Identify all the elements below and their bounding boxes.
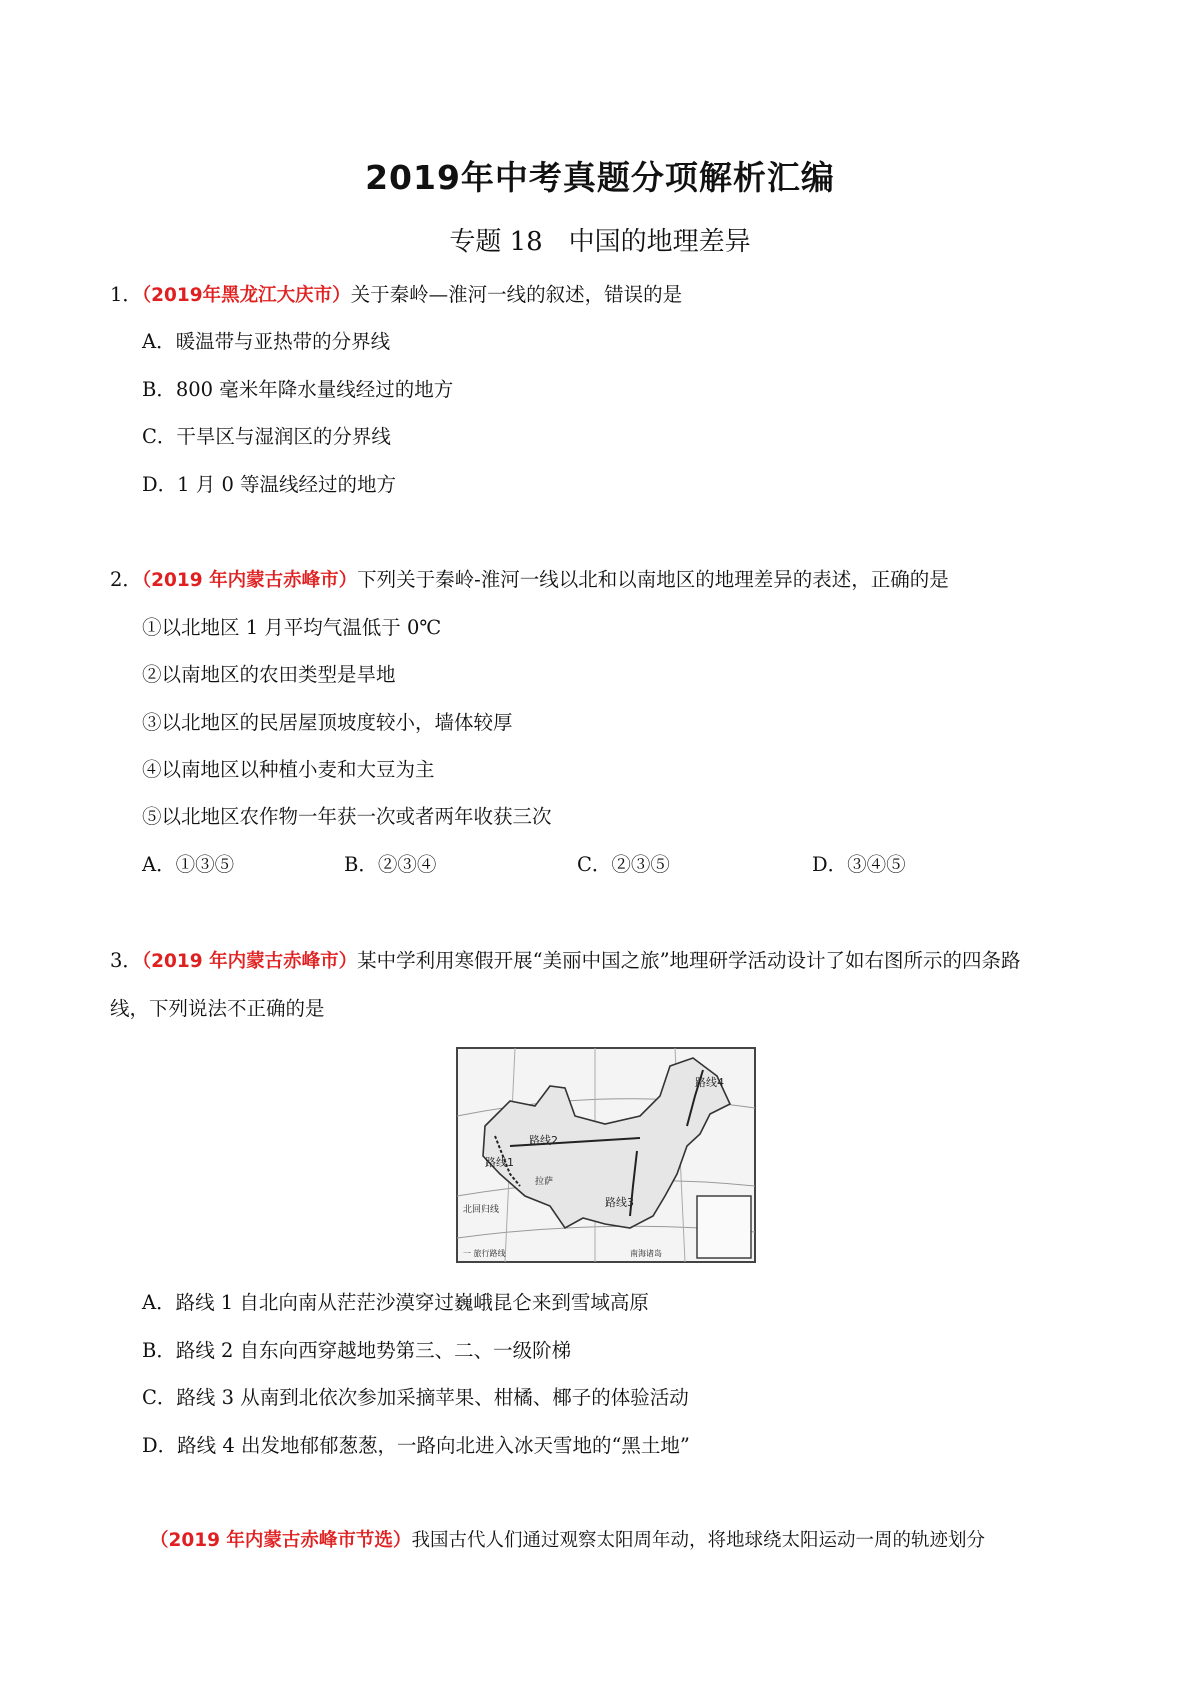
option-c: C．②③⑤ (577, 853, 670, 876)
map-label-lhasa: 拉萨 (535, 1177, 554, 1187)
question-4-stem (150, 1528, 985, 1554)
china-routes-map (455, 1046, 757, 1266)
option-c: C．干旱区与湿润区的分界线 (142, 425, 391, 448)
page-title: 2019年中考真题分项解析汇编 (365, 158, 835, 197)
map-label-tropic: 北回归线 (463, 1205, 500, 1215)
statement-2: ②以南地区的农田类型是旱地 (142, 663, 396, 686)
option-c: C．路线 3 从南到北依次参加采摘苹果、柑橘、椰子的体验活动 (142, 1386, 689, 1409)
question-source: （2019年黑龙江大庆市） (141, 285, 351, 306)
option-d: D．1 月 0 等温线经过的地方 (142, 473, 397, 496)
map-label-route3: 路线3 (605, 1196, 634, 1209)
statement-5: ⑤以北地区农作物一年获一次或者两年收获三次 (142, 805, 552, 828)
option-b: B．路线 2 自东向西穿越地势第三、二、一级阶梯 (142, 1339, 572, 1362)
option-d: D．③④⑤ (812, 853, 906, 876)
question-text: 某中学利用寒假开展“美丽中国之旅”地理研学活动设计了如右图所示的四条路 (357, 949, 1021, 972)
question-text: 我国古代人们通过观察太阳周年动，将地球绕太阳运动一周的轨迹划分 (411, 1530, 985, 1551)
page-subtitle: 专题 18 中国的地理差异 (449, 227, 751, 257)
map-label-route4: 路线4 (695, 1076, 724, 1089)
map-legend: 一 旅行路线 (463, 1249, 506, 1258)
map-label-route2: 路线2 (529, 1134, 558, 1147)
option-a: A．暖温带与亚热带的分界线 (142, 330, 391, 353)
question-2-stem (110, 567, 949, 594)
question-3-stem (110, 948, 1021, 975)
question-number: 2． (110, 568, 142, 591)
map-label-nanhai: 南海诸岛 (630, 1249, 662, 1258)
option-a: A．①③⑤ (142, 853, 235, 876)
question-source: （2019 年内蒙古赤峰市节选） (150, 1530, 412, 1551)
option-a: A．路线 1 自北向南从茫茫沙漠穿过巍峨昆仑来到雪域高原 (142, 1291, 649, 1314)
question-text: 下列关于秦岭-淮河一线以北和以南地区的地理差异的表述，正确的是 (357, 568, 949, 591)
south-china-sea-inset (697, 1196, 751, 1258)
question-source: （2019 年内蒙古赤峰市） (141, 951, 358, 972)
statement-1: ①以北地区 1 月平均气温低于 0℃ (142, 616, 442, 639)
option-b: B．800 毫米年降水量线经过的地方 (142, 378, 454, 401)
statement-3: ③以北地区的民居屋顶坡度较小，墙体较厚 (142, 711, 513, 734)
question-number: 1． (110, 283, 142, 306)
question-1-stem (110, 282, 682, 309)
question-source: （2019 年内蒙古赤峰市） (141, 570, 358, 591)
option-d: D．路线 4 出发地郁郁葱葱，一路向北进入冰天雪地的“黑土地” (142, 1434, 690, 1457)
question-3-stem-cont: 线，下列说法不正确的是 (110, 997, 325, 1020)
statement-4: ④以南地区以种植小麦和大豆为主 (142, 758, 435, 781)
map-label-route1: 路线1 (485, 1156, 514, 1169)
question-text: 关于秦岭—淮河一线的叙述，错误的是 (350, 283, 683, 306)
option-b: B．②③④ (344, 853, 437, 876)
question-number: 3． (110, 949, 142, 972)
